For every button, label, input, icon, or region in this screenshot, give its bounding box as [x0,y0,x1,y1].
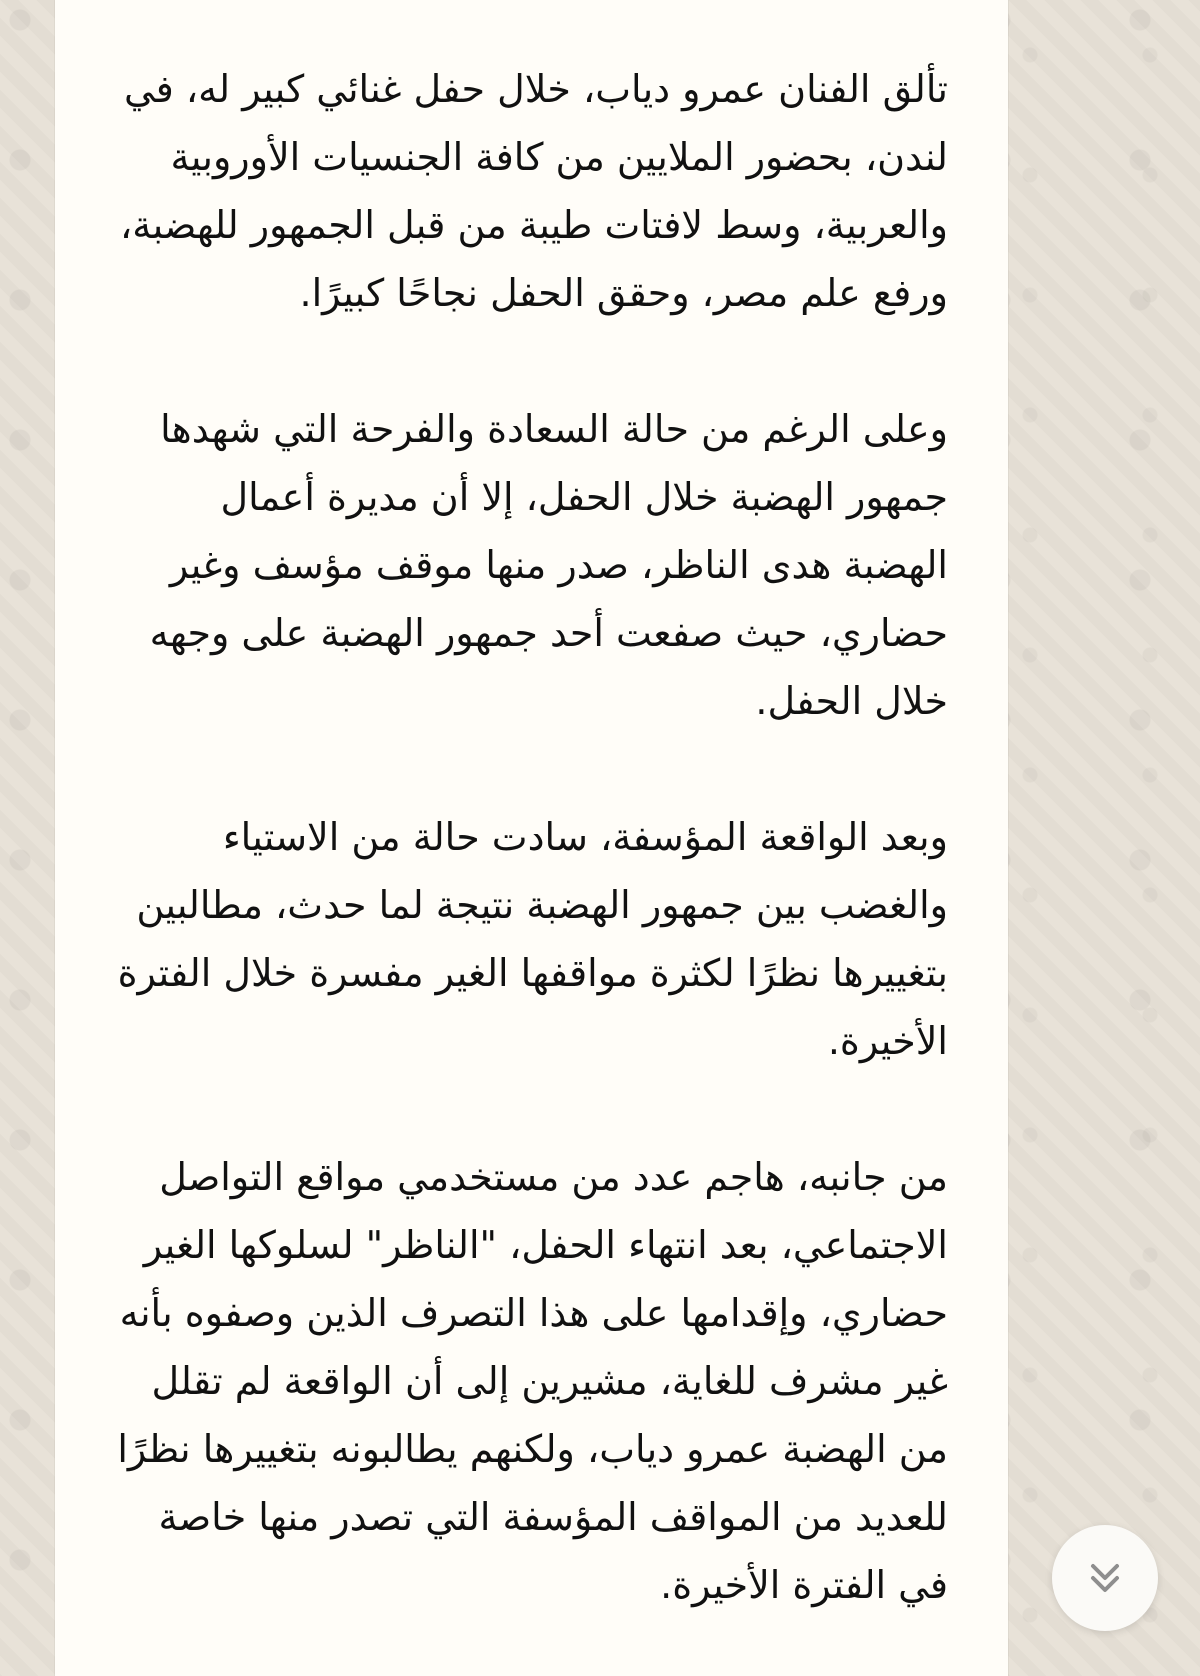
message-paragraph-4: من جانبه، هاجم عدد من مستخدمي مواقع التواصل الاجتماعي، بعد انتهاء الحفل، "الناظر" لسلوكها الغير حضاري، وإقدامها على هذا التصرف الذين وصفوه بأنه غير مشرف للغاية، مشيرين إلى أن الواقعة لم تقلل من الهضبة عمرو دياب، ولكنهم يطالبونه بتغييرها نظرًا للعديد من المواقف المؤسفة التي تصدر منها خاصة في الفترة الأخيرة. [117,1155,948,1607]
chevrons-down-icon [1079,1552,1131,1604]
message-text [110,55,948,1619]
message-paragraph-3: وبعد الواقعة المؤسفة، سادت حالة من الاستياء والغضب بين جمهور الهضبة نتيجة لما حدث، مطالبين بتغييرها نظرًا لكثرة مواقفها الغير مفسرة خلال الفترة الأخيرة. [117,815,948,1063]
message-bubble [55,0,1008,1676]
message-paragraph-1: تألق الفنان عمرو دياب، خلال حفل غنائي كبير له، في لندن، بحضور الملايين من كافة الجنسيات الأوروبية والعربية، وسط لافتات طيبة من قبل الجمهور للهضبة، ورفع علم مصر، وحقق الحفل نجاحًا كبيرًا. [119,67,948,315]
scroll-down-button[interactable] [1052,1525,1158,1631]
message-paragraph-2: وعلى الرغم من حالة السعادة والفرحة التي شهدها جمهور الهضبة خلال الحفل، إلا أن مديرة أعمال الهضبة هدى الناظر، صدر منها موقف مؤسف وغير حضاري، حيث صفعت أحد جمهور الهضبة على وجهه خلال الحفل. [149,407,948,723]
